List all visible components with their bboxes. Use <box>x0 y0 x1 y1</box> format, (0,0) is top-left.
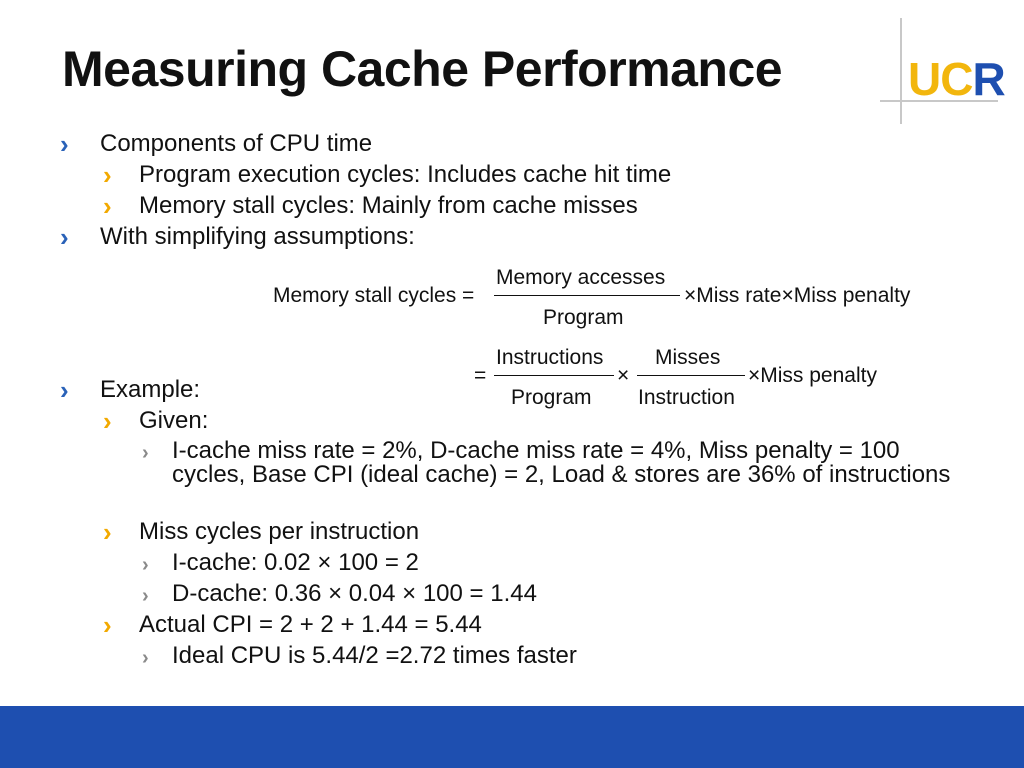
eq2-num2: Misses <box>655 346 721 369</box>
eq2-times: × <box>617 364 630 387</box>
bullet-text: Miss cycles per instruction <box>139 518 420 545</box>
bullet-given <box>103 406 209 436</box>
chevron-right-icon: › <box>103 191 112 221</box>
eq2-fraction-bar-2 <box>637 375 745 376</box>
chevron-right-icon: › <box>142 647 149 669</box>
logo-wordmark <box>908 53 1005 105</box>
bullet-components <box>60 129 373 159</box>
slide-title: Measuring Cache Performance <box>62 41 783 97</box>
eq2-den2: Instruction <box>638 386 735 409</box>
eq2-rhs: ×Miss penalty <box>748 364 877 387</box>
eq2-fraction-bar-1 <box>494 375 614 376</box>
bullet-text: D-cache: 0.36 × 0.04 × 100 = 1.44 <box>172 580 537 607</box>
eq2-den1: Program <box>511 386 592 409</box>
eq1-denominator: Program <box>543 306 624 329</box>
eq1-numerator: Memory accesses <box>496 266 666 289</box>
bullet-text: Ideal CPU is 5.44/2 =2.72 times faster <box>172 642 577 669</box>
eq2-num1: Instructions <box>496 346 604 369</box>
chevron-right-icon: › <box>142 585 149 607</box>
bullet-text: Program execution cycles: Includes cache hit time <box>139 161 672 188</box>
chevron-right-icon: › <box>60 129 69 159</box>
bullet-text: I-cache miss rate = 2%, D-cache miss rate = 4%, Miss penalty = 100 cycles, Base CPI (ideal cache) = 2, Load & stores are 36% of instructions <box>172 437 951 488</box>
bullet-text: Components of CPU time <box>100 130 373 157</box>
bullet-miss-cycles <box>103 517 420 547</box>
bullet-ideal-cpu <box>142 642 577 670</box>
bullet-program-execution <box>103 160 672 190</box>
eq1-lhs: Memory stall cycles = <box>273 284 475 307</box>
bullet-dcache <box>142 580 537 608</box>
ucr-logo <box>880 18 1010 126</box>
bullet-text: Example: <box>100 376 201 403</box>
bullet-text: I-cache: 0.02 × 100 = 2 <box>172 549 419 576</box>
bullet-example <box>60 375 201 405</box>
bullet-simplifying <box>60 222 415 252</box>
bullet-actual-cpi <box>103 610 482 640</box>
bullet-text: Actual CPI = 2 + 2 + 1.44 = 5.44 <box>139 611 482 638</box>
bullet-text: With simplifying assumptions: <box>100 223 415 250</box>
chevron-right-icon: › <box>60 375 69 405</box>
logo-letters-gold: UC <box>908 53 973 105</box>
chevron-right-icon: › <box>60 222 69 252</box>
eq2-equals: = <box>474 364 487 387</box>
chevron-right-icon: › <box>103 406 112 436</box>
logo-letter-blue: R <box>972 53 1005 105</box>
chevron-right-icon: › <box>103 610 112 640</box>
bullet-icache <box>142 549 419 577</box>
eq1-rhs: ×Miss rate×Miss penalty <box>684 284 911 307</box>
chevron-right-icon: › <box>142 442 149 464</box>
logo-vertical-rule <box>900 18 902 124</box>
bullet-text: Memory stall cycles: Mainly from cache misses <box>139 192 638 219</box>
bullet-memory-stall <box>103 191 638 221</box>
bullet-text: Given: <box>139 407 209 434</box>
footer-bar <box>0 706 1024 768</box>
bullet-given-details <box>142 437 962 488</box>
chevron-right-icon: › <box>103 160 112 190</box>
chevron-right-icon: › <box>103 517 112 547</box>
eq1-fraction-bar <box>494 295 680 296</box>
chevron-right-icon: › <box>142 554 149 576</box>
